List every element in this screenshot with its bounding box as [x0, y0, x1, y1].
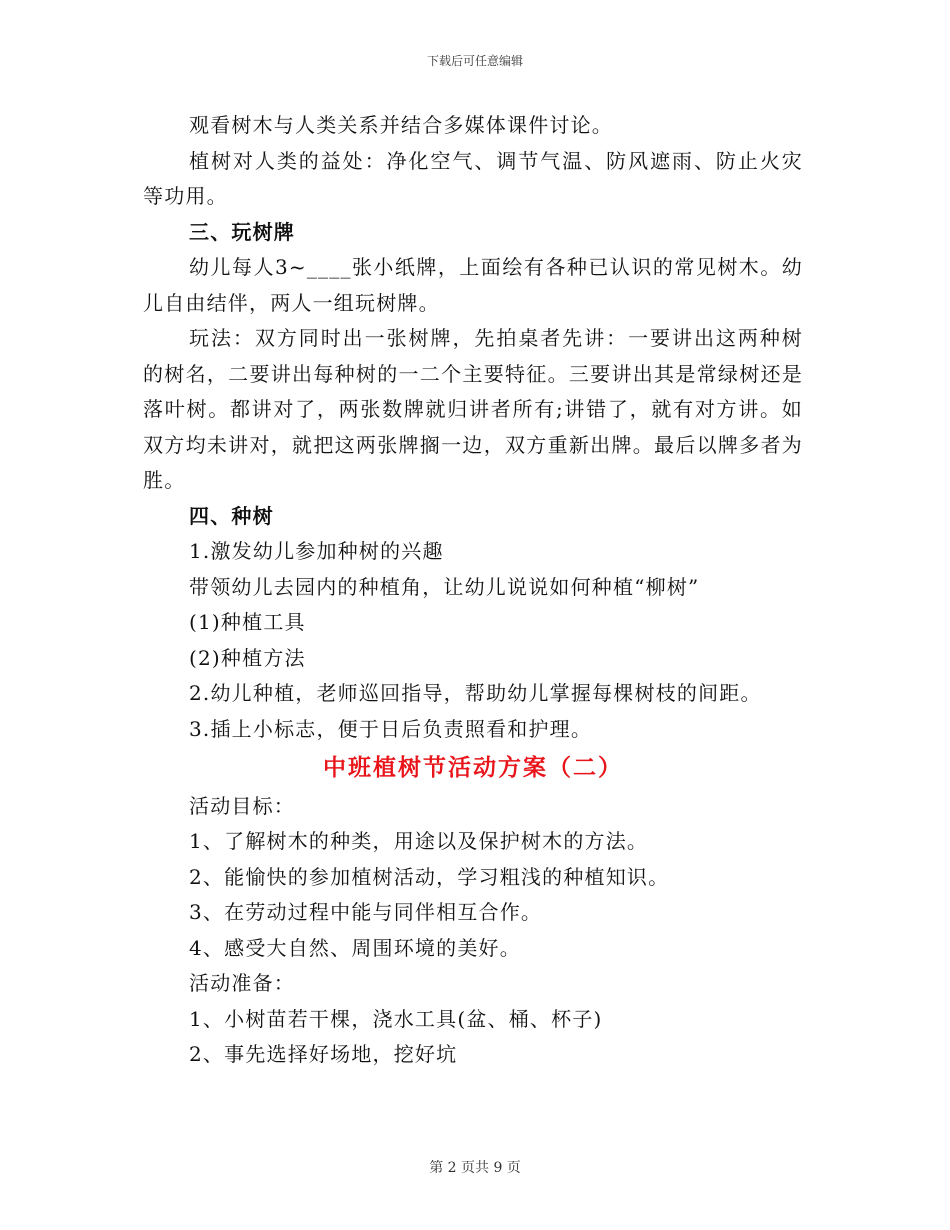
list-item: 2、事先选择好场地，挖好坑	[189, 1042, 458, 1066]
paragraph: 观看树木与人类关系并结合多媒体课件讨论。	[189, 113, 613, 137]
list-item: 2、能愉快的参加植树活动，学习粗浅的种植知识。	[189, 864, 670, 889]
page-footer: 第 2 页共 9 页	[429, 1160, 521, 1176]
paragraph: 玩法：双方同时出一张树牌，先拍桌者先讲：一要讲出这两种树的树名，二要讲出每种树的一二个主要特征。三要讲出其是常绿树还是落叶树。都讲对了，两张数牌就归讲者所有;讲错了，就有对方讲。如双方均未讲对，就把这两张牌搁一边，双方重新出牌。最后以牌多者为胜。	[143, 326, 803, 492]
list-item: 3、在劳动过程中能与同伴相互合作。	[189, 900, 543, 924]
list-item: 1、小树苗若干棵，浇水工具(盆、桶、杯子)	[189, 1006, 603, 1031]
list-item: (2)种植方法	[189, 645, 306, 670]
paragraph: 带领幼儿去园内的种植角，让幼儿说说如何种植“柳树”	[189, 574, 700, 599]
page-header: 下载后可任意编辑	[426, 54, 523, 68]
document-body	[143, 108, 803, 1073]
list-item: 2.幼儿种植，老师巡回指导，帮助幼儿掌握每棵树枝的间距。	[189, 681, 762, 705]
list-item: 4、感受大自然、周围环境的美好。	[189, 935, 521, 960]
section-heading: 四、种树	[189, 503, 274, 528]
paragraph: 幼儿每人3~____张小纸牌，上面绘有各种已认识的常见树木。幼儿自由结伴，两人一组玩树牌。	[143, 255, 803, 315]
document-title: 中班植树节活动方案（二）	[323, 754, 623, 781]
subheading: 活动准备：	[189, 971, 295, 995]
list-item: 1.激发幼儿参加种树的兴趣	[189, 539, 444, 563]
list-item: 3.插上小标志，便于日后负责照看和护理。	[189, 716, 593, 741]
subheading: 活动目标：	[189, 793, 295, 818]
list-item: 1、了解树木的种类，用途以及保护树木的方法。	[189, 829, 649, 853]
list-item: (1)种植工具	[189, 610, 306, 634]
section-heading: 三、玩树牌	[189, 219, 295, 244]
paragraph: 植树对人类的益处：净化空气、调节气温、防风遮雨、防止火灾等功用。	[143, 148, 803, 208]
